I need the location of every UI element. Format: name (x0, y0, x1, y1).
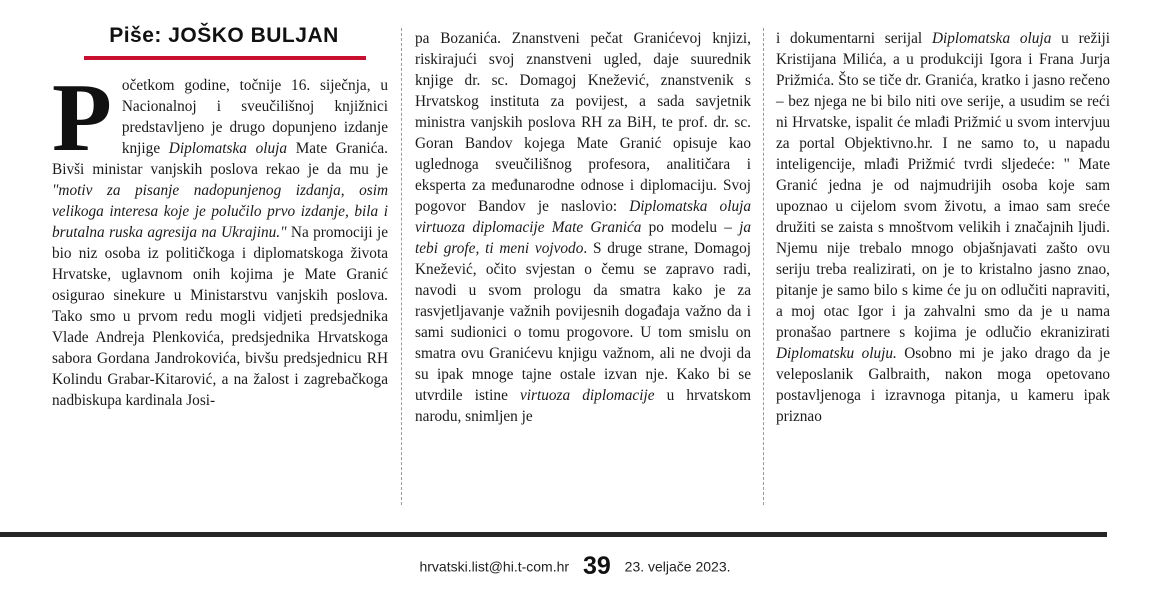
column-2-text (415, 28, 751, 427)
article-column-2 (415, 28, 751, 427)
phrase-quote: ja tebi grofe, ti meni vojvodo (415, 219, 751, 257)
author-quote: "motiv za pisanje nadopunjenog izdanja, osim velikoga interesa koje je polučilo prvo izdanje, bila i brutalna ruska agresija na Ukrajinu." (52, 182, 388, 241)
author-byline: Piše: JOŠKO BULJAN (109, 24, 339, 47)
footer-date: 23. veljače 2023. (624, 558, 731, 575)
afterword-title: Diplomatska oluja virtuoza diplomacije Mate Granića (415, 198, 751, 236)
page-footer (0, 552, 1150, 581)
article-column-3 (776, 28, 1110, 427)
footer-email: hrvatski.list@hi.t-com.hr (419, 558, 570, 575)
drop-cap: P (52, 64, 112, 172)
footer-bar (0, 532, 1107, 537)
series-title-accusative: Diplomatsku oluju. (776, 345, 897, 362)
col2-text-2: po modelu – (641, 219, 740, 236)
col2-text-4: u hrvatskom narodu, snimljen je (415, 387, 751, 425)
col3-text-3: Osobno mi je jako drago da je veleposlanik Galbraith, nakon moga opetovano postavljenoga i izravnoga pitanja, u kameru ipak priznao (776, 345, 1110, 425)
article-column-1 (52, 64, 389, 411)
column-3-text (776, 28, 1110, 427)
col3-text-2: u režiji Kristijana Milića, a u produkciji Igora i Frana Jurja Prižmića. Što se tiče dr. Granića, kratko i jasno rečeno – bez njega ne bi bilo niti ove serije, a usudim se reći ni Hrvatske, ispalit će mlađi Prižmić u svom intervjuu za portal Objektivno.hr. I ne samo to, u napadu inteligencije, mlađi Prižmić tvrdi sljedeće: " Mate Granić jedna je od najmudrijih osoba koje sam upoznao u cijelom svom životu, a imao sam sreće družiti se zaista s mnoštvom velikih i značajnih ljudi. Njemu nije trebalo mnogo objašnjavati zašto ovu seriju treba realizirati, on je to kristalno jasno znao, pitanje je samo bilo s kime će ju on odlučiti napraviti, a moj otac Igor i ja zahvalni smo da je u nama pronašao partnere s kojima je odlučio ekranizirati (776, 30, 1110, 341)
col1-text-3: Na promociji je bio niz osoba iz političkoga i diplomatskoga života Hrvatske, uglavnom onih kojima je Mate Granić osigurao sinekure u Ministarstvu vanjskih poslova. Tako smo u prvom redu mogli vidjeti predsjednika Vlade Andreja Plenkovića, predsjednika Hrvatskoga sabora Gordana Jandrokovića, bivšu predsjednicu RH Kolindu Grabar-Kitarović, a na žalost i zagrebačkoga nadbiskupa kardinala Josi- (52, 224, 388, 409)
col1-text-2: Mate Granića. Bivši ministar vanjskih poslova rekao je da mu je (52, 140, 389, 178)
page-number: 39 (582, 552, 611, 580)
series-title: Diplomatska oluja (931, 30, 1052, 47)
book-title: Diplomatska oluja (168, 140, 288, 157)
column-divider (401, 28, 402, 505)
phrase-virtuoso: virtuoza diplomacije (520, 387, 655, 404)
column-1-text (52, 64, 389, 411)
col2-text-1: pa Bozanića. Znanstveni pečat Granićevoj knjizi, riskirajući svoj znanstveni ugled, daje suurednik knjige dr. sc. Domagoj Knežević, znanstvenik s Hrvatskog instituta za povijest, a sada savjetnik ministra vanjskih poslova RH za BiH, te prof. dr. sc. Goran Bandov kojega Mate Granić opisuje kao uglednoga sveučilišnog profesora, analitičara i eksperta za međunarodne odnose i diplomaciju. Svoj pogovor Bandov je naslovio: (415, 30, 751, 215)
col1-text-1: očetkom godine, točnije 16. siječnja, u Nacionalnoj i sveučilišnoj knjižnici predstavljeno je drugo dopunjeno izdanje knjige (121, 77, 388, 157)
col2-text-3: . S druge strane, Domagoj Knežević, očito svjestan o čemu se zapravo radi, navodi u svom prologu da smatra kako je za rasvjetljavanje važnih povijesnih događaja važno da i sami sudionici o tomu progovore. U tom smislu on smatra ovu Granićevu knjigu važnom, ali ne dvoji da su ipak mnoge tajne ostale izvan nje. Kako bi se utvrdile istine (415, 240, 751, 404)
col3-text-1: i dokumentarni serijal (776, 30, 932, 47)
byline-underline (84, 56, 366, 60)
column-divider (763, 28, 764, 505)
